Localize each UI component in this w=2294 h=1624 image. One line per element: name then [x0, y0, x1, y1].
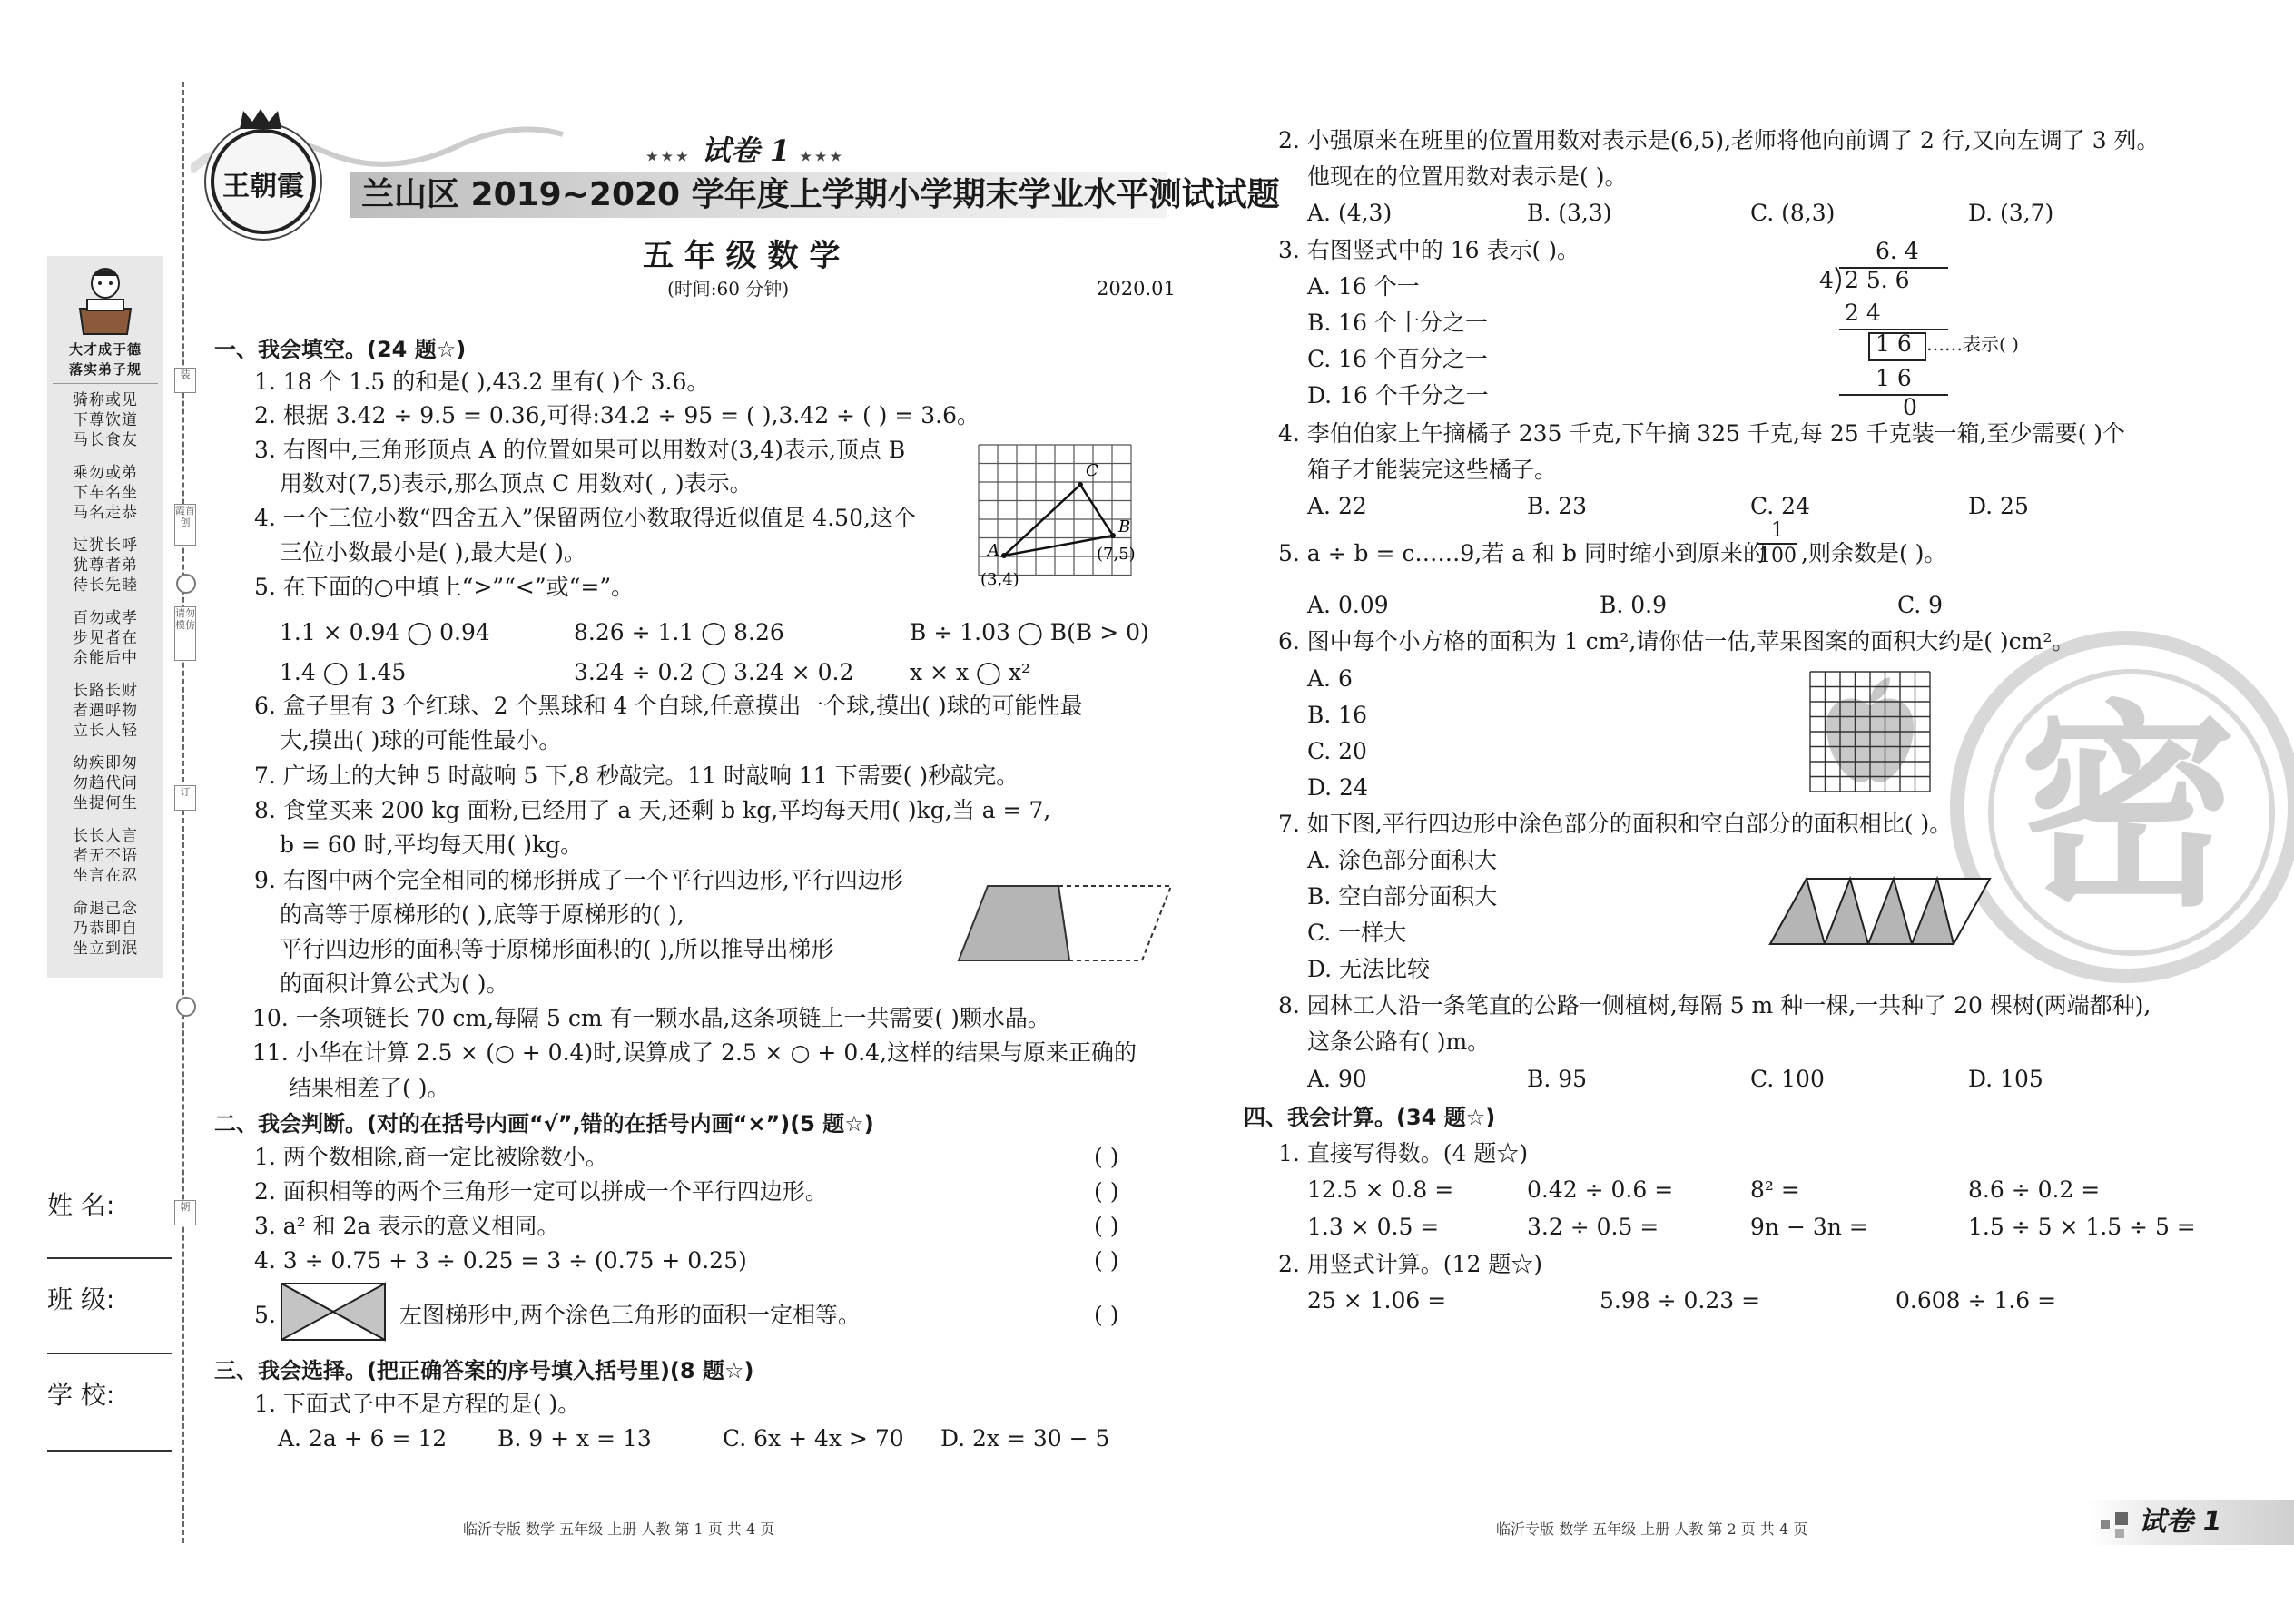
pill-brand: 霞首创 — [174, 504, 196, 546]
choice-2-option-a[interactable]: A. (4,3) — [1307, 200, 1393, 226]
star-icon: ★★★ — [646, 150, 692, 164]
proverb-line: 待长先睦 — [73, 576, 138, 595]
proverb-line: 犹尊者弟 — [73, 556, 138, 575]
long-division-figure — [1816, 238, 2106, 419]
motto-line-1: 大才成于德 — [68, 341, 142, 358]
proverb-line: 下尊饮道 — [73, 411, 138, 429]
section-choice: 三、我会选择。(把正确答案的序号填入括号里)(8 题☆) — [214, 1358, 754, 1383]
choice-4-option-a[interactable]: A. 22 — [1307, 493, 1367, 519]
stamp-text: 密 — [2019, 682, 2238, 936]
trapezoid-triangles-figure — [278, 1280, 389, 1343]
division-dividend: 2 5. 6 — [1845, 267, 1910, 293]
exam-time: (时间:60 分钟) — [667, 278, 790, 300]
division-divisor: 4 — [1819, 267, 1834, 293]
choice-1-option-d[interactable]: D. 2x = 30 − 5 — [940, 1425, 1110, 1452]
choice-4-option-b[interactable]: B. 23 — [1527, 493, 1588, 519]
choice-5-cont: ,则余数是( )。 — [1801, 540, 1947, 566]
paper-badge — [646, 134, 845, 173]
question-1-6: 6. 盒子里有 3 个红球、2 个黑球和 4 个白球,任意摸出一个球,摸出( )球的可能性最 — [254, 693, 1083, 719]
judge-5: 左图梯形中,两个涂色三角形的面积一定相等。 — [399, 1302, 861, 1328]
exam-date: 2020.01 — [1097, 278, 1176, 300]
class-field[interactable] — [47, 1353, 172, 1354]
choice-7-option-c[interactable]: C. 一样大 — [1307, 920, 1407, 946]
division-remainder: 0 — [1903, 394, 1917, 420]
parallelogram-shaded-figure — [1767, 875, 1994, 948]
calc-1-item-5: 1.3 × 0.5 = — [1307, 1214, 1440, 1240]
choice-5-option-b[interactable]: B. 0.9 — [1600, 592, 1668, 618]
choice-8-option-c[interactable]: C. 100 — [1750, 1066, 1825, 1092]
judge-2-answer[interactable]: ( ) — [1094, 1178, 1119, 1205]
calc-2-item-3: 0.608 ÷ 1.6 = — [1895, 1287, 2057, 1314]
proverb-line: 余能后中 — [73, 649, 138, 667]
choice-6-option-a[interactable]: A. 6 — [1307, 665, 1353, 692]
choice-2: 2. 小强原来在班里的位置用数对表示是(6,5),老师将他向前调了 2 行,又向左调了 3 列。 — [1278, 127, 2160, 153]
question-1-6-cont: 大,摸出( )球的可能性最小。 — [280, 727, 562, 753]
judge-3-answer[interactable]: ( ) — [1094, 1213, 1119, 1239]
compare-6: x × x ◯ x² — [910, 659, 1031, 685]
calc-2: 2. 用竖式计算。(12 题☆) — [1278, 1251, 1543, 1277]
proverb-line: 者遇呼物 — [73, 702, 138, 720]
calc-1-item-6: 3.2 ÷ 0.5 = — [1527, 1214, 1659, 1240]
judge-4: 4. 3 ÷ 0.75 + 3 ÷ 0.25 = 3 ÷ (0.75 + 0.25) — [254, 1247, 747, 1274]
choice-7-option-b[interactable]: B. 空白部分面积大 — [1307, 883, 1498, 910]
choice-3-option-b[interactable]: B. 16 个十分之一 — [1307, 310, 1489, 336]
paper-badge-text: 试卷 1 — [701, 133, 791, 168]
school-label: 学 校: — [47, 1380, 115, 1410]
choice-3-option-a[interactable]: A. 16 个一 — [1307, 273, 1420, 300]
footer-right: 临沂专版 数学 五年级 上册 人教 第 2 页 共 4 页 — [1496, 1521, 1808, 1538]
choice-4-option-d[interactable]: D. 25 — [1968, 493, 2029, 519]
fraction-denominator: 100 — [1758, 545, 1797, 567]
choice-6-option-c[interactable]: C. 20 — [1307, 738, 1367, 764]
proverb-line: 坐提何生 — [73, 794, 138, 812]
choice-4-cont: 箱子才能装完这些橘子。 — [1307, 457, 1558, 483]
fraction-numerator: 1 — [1771, 519, 1784, 542]
question-1-10: 10. 一条项链长 70 cm,每隔 5 cm 有一颗水晶,这条项链上一共需要( )颗水晶。 — [252, 1005, 1050, 1031]
calc-1-item-1: 12.5 × 0.8 = — [1307, 1176, 1454, 1203]
section-judge: 二、我会判断。(对的在括号内画“√”,错的在括号内画“×”)(5 题☆) — [214, 1111, 874, 1137]
choice-7-option-d[interactable]: D. 无法比较 — [1307, 956, 1431, 982]
class-label: 班 级: — [47, 1284, 115, 1314]
section-fill-in: 一、我会填空。(24 题☆) — [214, 337, 467, 362]
proverb-line: 者无不语 — [73, 847, 138, 865]
calc-1-item-2: 0.42 ÷ 0.6 = — [1527, 1176, 1674, 1203]
choice-2-cont: 他现在的位置用数对表示是( )。 — [1307, 163, 1628, 190]
division-row-2: 1 6 — [1876, 330, 1912, 357]
choice-6-option-b[interactable]: B. 16 — [1307, 702, 1368, 728]
proverb-line: 立长人轻 — [73, 722, 138, 740]
point-b-coord: (7,5) — [1097, 545, 1136, 564]
choice-5: 5. a ÷ b = c……9,若 a 和 b 同时缩小到原来的 — [1278, 540, 1766, 566]
question-1-4: 4. 一个三位小数“四舍五入”保留两位小数取得近似值是 4.50,这个 — [254, 505, 916, 531]
footer-left: 临沂专版 数学 五年级 上册 人教 第 1 页 共 4 页 — [463, 1521, 775, 1538]
proverb-line: 骑称或见 — [73, 391, 138, 409]
point-a-label: A — [988, 541, 999, 560]
scholar-icon — [74, 263, 136, 336]
judge-4-answer[interactable]: ( ) — [1094, 1247, 1119, 1274]
choice-8: 8. 园林工人沿一条笔直的公路一侧植树,每隔 5 m 种一棵,一共种了 20 棵树(两端都种), — [1278, 992, 2151, 1019]
proverb-line: 坐言在忍 — [73, 867, 138, 885]
choice-1-option-a[interactable]: A. 2a + 6 = 12 — [278, 1425, 448, 1452]
question-1-3: 3. 右图中,三角形顶点 A 的位置如果可以用数对(3,4)表示,顶点 B — [254, 437, 906, 463]
fraction — [1757, 519, 1797, 568]
choice-5-option-a[interactable]: A. 0.09 — [1307, 592, 1389, 618]
judge-5-answer[interactable]: ( ) — [1094, 1302, 1119, 1328]
proverb-line: 马长食友 — [73, 431, 138, 449]
calc-1-item-8: 1.5 ÷ 5 × 1.5 ÷ 5 = — [1968, 1214, 2196, 1240]
brand-logo — [211, 129, 316, 234]
proverb-line: 马名走恭 — [73, 504, 138, 522]
choice-7-option-a[interactable]: A. 涂色部分面积大 — [1307, 847, 1497, 873]
crown-icon — [238, 107, 283, 131]
star-icon: ★★★ — [800, 150, 846, 164]
point-b-label: B — [1118, 517, 1131, 536]
division-quotient: 6. 4 — [1876, 238, 1919, 264]
judge-3: 3. a² 和 2a 表示的意义相同。 — [254, 1213, 560, 1239]
judge-1: 1. 两个数相除,商一定比被除数小。 — [254, 1144, 608, 1170]
confidential-stamp — [1950, 631, 2294, 983]
question-1-11: 11. 小华在计算 2.5 × (○ + 0.4)时,误算成了 2.5 × ○ + 0.4,这样的结果与原来正确的 — [252, 1039, 1137, 1066]
apple-grid-figure — [1808, 670, 1932, 793]
trapezoid-parallelogram-figure — [955, 882, 1173, 964]
proverb-line: 步见者在 — [73, 629, 138, 647]
division-row-3: 1 6 — [1876, 365, 1912, 391]
question-1-9-c: 平行四边形的面积等于原梯形面积的( ),所以推导出梯形 — [280, 936, 834, 962]
choice-6-option-d[interactable]: D. 24 — [1307, 774, 1368, 801]
proverb-line: 幼疾即匆 — [73, 754, 138, 773]
judge-2: 2. 面积相等的两个三角形一定可以拼成一个平行四边形。 — [254, 1178, 828, 1205]
choice-4: 4. 李伯伯家上午摘橘子 235 千克,下午摘 325 千克,每 25 千克装一箱,至少需要( )个 — [1278, 420, 2126, 447]
coordinate-grid-figure — [970, 443, 1151, 590]
proverb-line: 勿趋代问 — [73, 774, 138, 792]
choice-8-option-b[interactable]: B. 95 — [1527, 1066, 1588, 1092]
proverb-line: 长长人言 — [73, 827, 138, 845]
choice-8-option-d[interactable]: D. 105 — [1968, 1066, 2043, 1092]
proverb-line: 百勿或孝 — [73, 609, 138, 627]
choice-3: 3. 右图竖式中的 16 表示( )。 — [1278, 237, 1580, 263]
question-1-2: 2. 根据 3.42 ÷ 9.5 = 0.36,可得:34.2 ÷ 95 = ( ),3.42 ÷ ( ) = 3.6。 — [254, 402, 980, 428]
logo-text: 王朝霞 — [222, 171, 304, 202]
pill-copy-warning: 请勿模仿 — [174, 606, 196, 661]
choice-5-option-c[interactable]: C. 9 — [1897, 592, 1944, 618]
question-1-7: 7. 广场上的大钟 5 时敲响 5 下,8 秒敲完。11 时敲响 11 下需要( )秒敲完。 — [254, 763, 1019, 789]
proverb-line: 下车名坐 — [73, 484, 138, 502]
choice-2-option-c[interactable]: C. (8,3) — [1750, 200, 1836, 226]
point-c-label: C — [1086, 461, 1098, 480]
question-1-8: 8. 食堂买来 200 kg 面粉,已经用了 a 天,还剩 b kg,平均每天用( )kg,当 a = 7, — [254, 797, 1051, 823]
calc-1-item-7: 9n − 3n = — [1750, 1214, 1868, 1240]
compare-3: B ÷ 1.03 ◯ B(B > 0) — [910, 619, 1149, 645]
sidebar-proverbs — [47, 256, 163, 978]
judge-1-answer[interactable]: ( ) — [1094, 1144, 1119, 1170]
choice-3-option-c[interactable]: C. 16 个百分之一 — [1307, 346, 1488, 372]
point-a-coord: (3,4) — [980, 570, 1019, 589]
choice-8-option-a[interactable]: A. 90 — [1307, 1066, 1367, 1092]
choice-6: 6. 图中每个小方格的面积为 1 cm²,请你估一估,苹果图案的面积大约是( )cm²。 — [1278, 628, 2075, 655]
binding-hole-icon — [176, 997, 196, 1017]
section-calculate: 四、我会计算。(34 题☆) — [1244, 1105, 1496, 1130]
calc-2-item-2: 5.98 ÷ 0.23 = — [1600, 1287, 1761, 1314]
choice-1-option-b[interactable]: B. 9 + x = 13 — [497, 1425, 652, 1452]
question-1-3-cont: 用数对(7,5)表示,那么顶点 C 用数对( , )表示。 — [280, 470, 753, 497]
choice-2-option-b[interactable]: B. (3,3) — [1527, 200, 1612, 226]
question-1-4-cont: 三位小数最小是( ),最大是( )。 — [280, 539, 586, 566]
choice-4-option-c[interactable]: C. 24 — [1750, 493, 1810, 519]
division-note: ……表示( ) — [1926, 333, 2019, 355]
compare-1: 1.1 × 0.94 ◯ 0.94 — [280, 619, 490, 645]
motto-line-2: 落实弟子规 — [68, 361, 142, 378]
division-row-1: 2 4 — [1845, 300, 1881, 326]
binding-hole-icon — [176, 574, 196, 594]
calc-2-item-1: 25 × 1.06 = — [1307, 1287, 1447, 1314]
choice-7: 7. 如下图,平行四边形中涂色部分的面积和空白部分的面积相比( )。 — [1278, 811, 1953, 837]
judge-5-number: 5. — [254, 1302, 276, 1328]
choice-3-option-d[interactable]: D. 16 个千分之一 — [1307, 382, 1489, 408]
choice-1-option-c[interactable]: C. 6x + 4x > 70 — [723, 1425, 904, 1452]
name-field[interactable] — [47, 1257, 172, 1259]
footer-badge-text: 试卷 1 — [2139, 1506, 2222, 1538]
choice-1: 1. 下面式子中不是方程的是( )。 — [254, 1391, 581, 1417]
name-label: 姓 名: — [47, 1190, 115, 1220]
proverb-line: 命退己念 — [73, 900, 138, 918]
proverb-line: 乘勿或弟 — [73, 464, 138, 482]
footer-badge — [2088, 1500, 2294, 1545]
calc-1: 1. 直接写得数。(4 题☆) — [1278, 1140, 1529, 1166]
proverb-line: 坐立到泯 — [73, 940, 138, 958]
proverb-line: 长路长财 — [73, 682, 138, 700]
exam-title: 兰山区 2019~2020 学年度上学期小学期末学业水平测试试题 — [361, 176, 1280, 213]
choice-8-cont: 这条公路有( )m。 — [1307, 1029, 1491, 1055]
pill-seal: 朝 — [174, 1200, 196, 1225]
seal-pill: 装 — [174, 368, 196, 393]
choice-2-option-d[interactable]: D. (3,7) — [1968, 200, 2054, 226]
compare-5: 3.24 ÷ 0.2 ◯ 3.24 × 0.2 — [574, 659, 854, 685]
calc-1-item-4: 8.6 ÷ 0.2 = — [1968, 1176, 2101, 1203]
question-1-8-cont: b = 60 时,平均每天用( )kg。 — [280, 832, 584, 858]
question-1-1: 1. 18 个 1.5 的和是( ),43.2 里有( )个 3.6。 — [254, 369, 710, 395]
subject-title: 五 年 级 数 学 — [643, 238, 841, 274]
pill-bind: 订 — [174, 785, 196, 811]
question-1-9: 9. 右图中两个完全相同的梯形拼成了一个平行四边形,平行四边形 — [254, 867, 903, 893]
proverb-line: 过犹长呼 — [73, 536, 138, 555]
question-1-11-cont: 结果相差了( )。 — [289, 1075, 450, 1101]
school-field[interactable] — [47, 1450, 172, 1452]
question-1-9-b: 的高等于原梯形的( ),底等于原梯形的( ), — [280, 901, 684, 928]
proverb-line: 乃恭即自 — [73, 920, 138, 938]
calc-1-item-3: 8² = — [1750, 1176, 1800, 1203]
compare-2: 8.26 ÷ 1.1 ◯ 8.26 — [574, 619, 784, 645]
binding-line — [182, 82, 184, 1543]
compare-4: 1.4̇ ◯ 1.45̇ — [280, 659, 407, 685]
question-1-9-d: 的面积计算公式为( )。 — [280, 970, 509, 997]
question-1-5: 5. 在下面的○中填上“>”“<”或“=”。 — [254, 574, 635, 600]
